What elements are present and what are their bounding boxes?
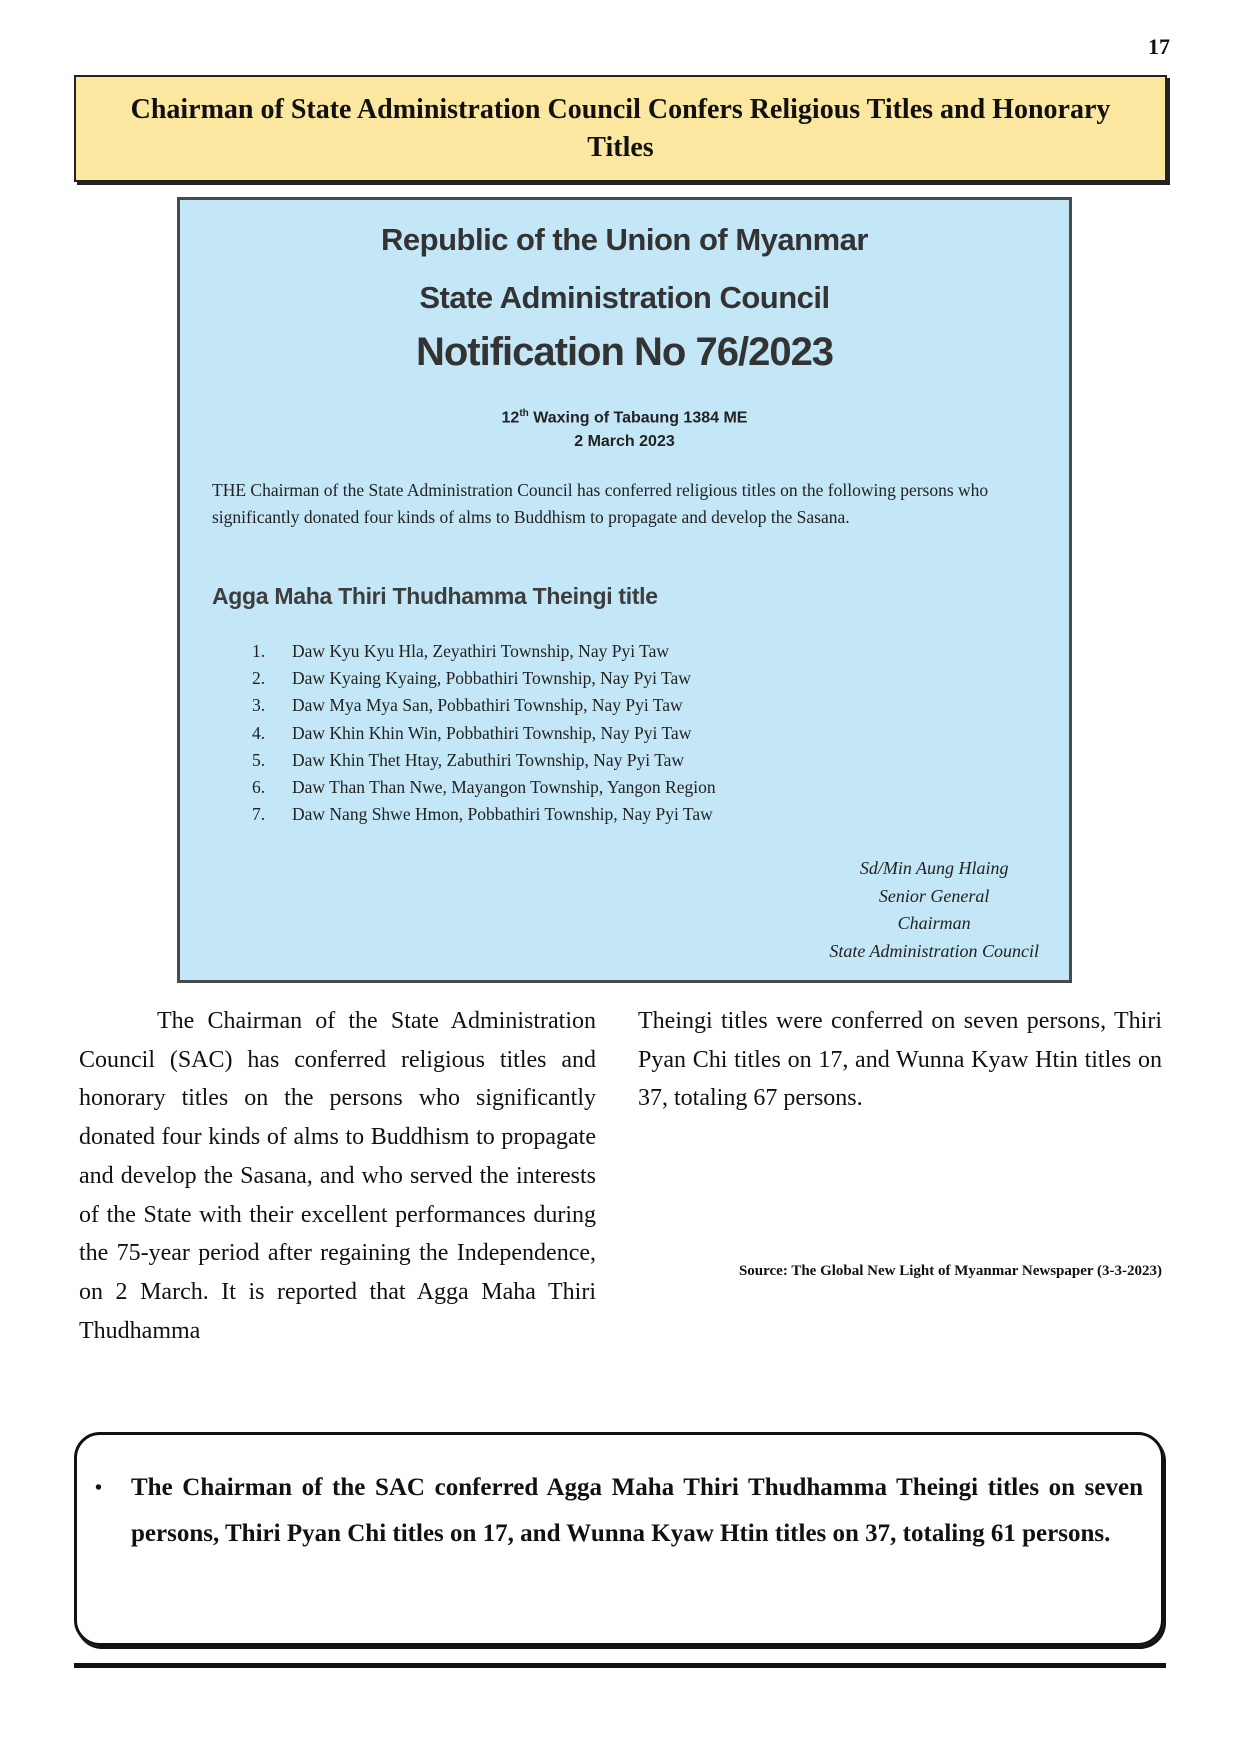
date-rest: Waxing of Tabaung 1384 ME (528, 409, 748, 427)
list-item (252, 720, 716, 747)
bottom-divider (74, 1663, 1166, 1668)
recipient-name: Daw Khin Thet Htay, Zabuthiri Township, Nay Pyi Taw (292, 749, 685, 770)
list-number: 6. (252, 777, 266, 798)
bullet-icon: • (95, 1477, 103, 1499)
body-paragraph-right: Theingi titles were conferred on seven persons, Thiri Pyan Chi titles on 17, and Wunna Kyaw Htin titles on 37, totaling 67 persons. (638, 1008, 1162, 1112)
recipient-name: Daw Than Than Nwe, Mayangon Township, Yangon Region (292, 777, 716, 798)
list-number: 1. (252, 641, 266, 661)
title-subheading: Agga Maha Thiri Thudhamma Theingi title (212, 583, 658, 609)
signature-rank: Senior General (878, 885, 990, 906)
list-number: 4. (252, 722, 266, 743)
list-item (252, 665, 716, 692)
notification-date-myanmar (180, 402, 1069, 430)
recipient-name: Daw Nang Shwe Hmon, Pobbathiri Township, Nay Pyi Taw (292, 804, 713, 825)
page-title: Chairman of State Administration Council Confers Religious Titles and Honorary Titles (130, 93, 1111, 163)
signature-block (829, 855, 1039, 965)
page-number: 17 (1148, 34, 1170, 59)
notification-date (180, 402, 1069, 454)
signature-name: Sd/Min Aung Hlaing (859, 858, 1009, 878)
date-suffix: th (519, 408, 529, 419)
summary-box (74, 1432, 1164, 1646)
recipient-name: Daw Khin Khin Win, Pobbathiri Township, Nay Pyi Taw (292, 722, 692, 743)
notification-date-gregorian: 2 March 2023 (574, 433, 675, 451)
recipient-list (252, 638, 716, 828)
summary-item (95, 1465, 1143, 1557)
body-column-right (638, 1002, 1162, 1118)
list-item (252, 638, 716, 665)
date-day: 12 (501, 409, 520, 427)
summary-text: The Chairman of the SAC conferred Agga Maha Thiri Thudhamma Theingi titles on seven persons, Thiri Pyan Chi titles on 17, and Wunna Kyaw Htin titles on 37, totaling 61 persons. (131, 1474, 1143, 1547)
list-number: 7. (252, 804, 266, 825)
body-paragraph-left: The Chairman of the State Administration Council (SAC) has conferred religious titles and honorary titles on the persons who significantly donated four kinds of alms to Buddhism to propagate and develop the Sasana, and who served the interests of the State with their excellent performances during the 75-year period after regaining the Independence, on 2 March. It is reported that Agga Maha Thiri Thudhamma (79, 1008, 596, 1344)
recipient-name: Daw Kyaing Kyaing, Pobbathiri Township, Nay Pyi Taw (292, 668, 691, 689)
summary-list (95, 1465, 1143, 1557)
recipient-name: Daw Mya Mya San, Pobbathiri Township, Nay Pyi Taw (292, 695, 683, 716)
list-item (252, 801, 716, 828)
notification-number: Notification No 76/2023 (415, 330, 834, 374)
body-column-left (79, 1002, 596, 1350)
recipient-name: Daw Kyu Kyu Hla, Zeyathiri Township, Nay Pyi Taw (292, 641, 669, 661)
list-number: 2. (252, 668, 266, 689)
signature-position: Chairman (897, 913, 971, 933)
signature-organization: State Administration Council (829, 940, 1039, 961)
list-number: 5. (252, 749, 266, 770)
list-number: 3. (252, 695, 266, 716)
notification-intro: THE Chairman of the State Administration Council has conferred religious titles on the following persons who significantly donated four kinds of alms to Buddhism to propagate and develop the Sasana. (212, 480, 989, 527)
list-item (252, 692, 716, 719)
list-item (252, 747, 716, 774)
notification-image (177, 197, 1072, 983)
notification-council: State Administration Council (419, 280, 830, 315)
list-item (252, 774, 716, 801)
title-banner (74, 75, 1167, 182)
source-citation: Source: The Global New Light of Myanmar Newspaper (3-3-2023) (738, 1263, 1162, 1279)
notification-republic: Republic of the Union of Myanmar (381, 222, 868, 257)
